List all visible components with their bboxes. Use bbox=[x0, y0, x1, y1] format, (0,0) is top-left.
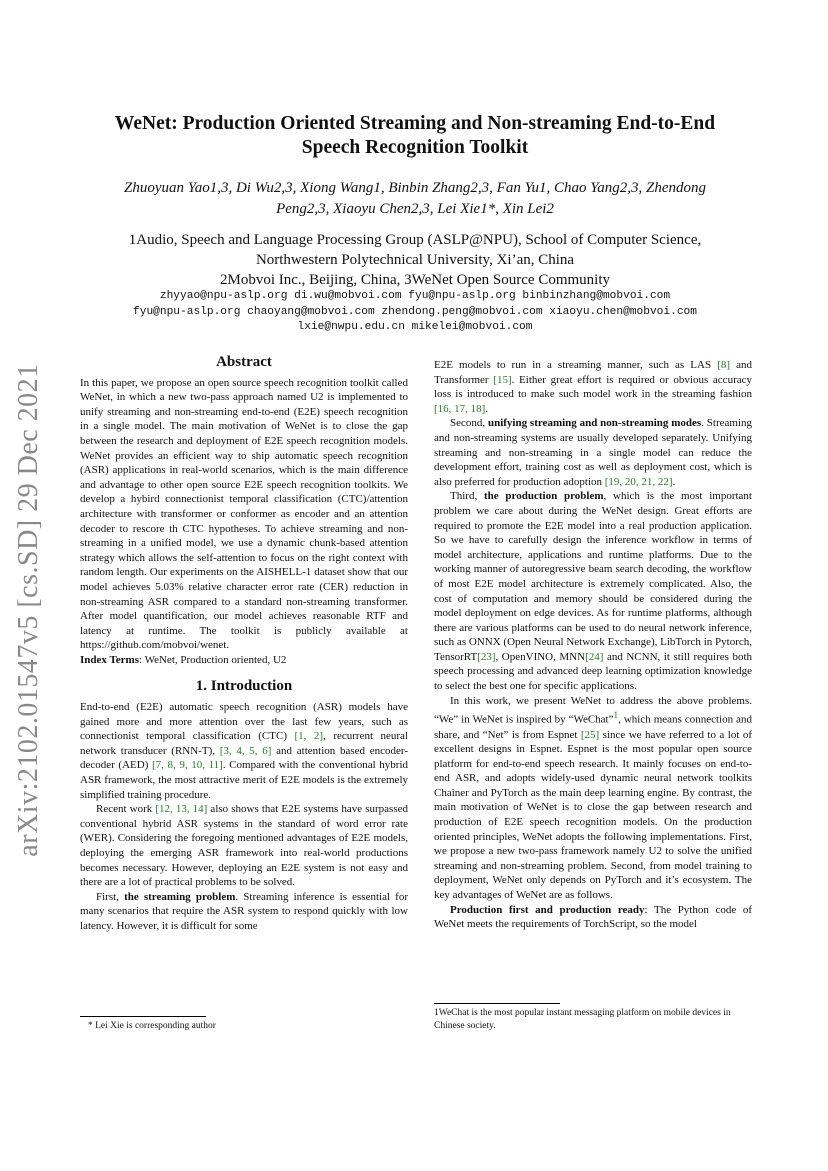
left-column bbox=[80, 355, 408, 934]
citation-link[interactable]: [15] bbox=[493, 373, 512, 386]
right-paragraph-1: E2E models to run in a streaming manner, such as LAS [8] and Transformer [15]. Either great effort is required or obvious accuracy loss is introduced to make such model work in the streaming fashion [16, 17, 18]. bbox=[434, 359, 752, 415]
intro-paragraph-1: End-to-end (E2E) automatic speech recognition (ASR) models have gained more and more attention over the last few years, such as connectionist temporal classification (CTC) [1, 2], recurrent neural network transducer (RNN-T), [3, 4, 5, 6] and attention based encoder-decoder (AED) [7, 8, 9, 10, 11]. Compared with the conventional hybrid ASR framework, the most attractive merit of E2E models is the extremely simplified training procedure. bbox=[80, 701, 409, 801]
email-line-1: zhyyao@npu-aslp.org di.wu@mobvoi.com fyu@npu-aslp.org binbinzhang@mobvoi.com bbox=[159, 290, 671, 302]
intro-paragraph-3: First, the streaming problem. Streaming inference is essential for many scenarios that require the ASR system to respond quickly with low latency. However, it is difficult for some bbox=[80, 890, 408, 932]
citation-link[interactable]: [25] bbox=[580, 728, 600, 741]
introduction-heading: 1. Introduction bbox=[195, 678, 293, 695]
right-paragraph-4: In this work, we present WeNet to address the above problems. “We” in WeNet is inspired by “WeChat”$^1$, which means connection and share, and “Net” is from Espnet [25] since we have referred to a lot of excellent designs in Espnet. Espnet is the most popular open source platform for end-to-end speech research. It mainly focuses on end-to-end ASR, and adopts widely-used dynamic neural network toolkits Chainer and PyTorch as the main deep learning engine. By contrast, the main motivation of WeNet is to close the gap between research and production of E2E speech recognition models. On the production oriented principles, WeNet adopts the following implementations. First, we propose a new two-pass framework namely U2 to solve the unified streaming and non-streaming problem. Second, from model training to deployment, WeNet only depends on PyTorch and it’s ecosystem. The key advantages of WeNet are as follows. bbox=[434, 694, 752, 902]
citation-link[interactable]: [7, 8, 9, 10, 11] bbox=[151, 759, 223, 772]
title-line-2: Speech Recognition Toolkit bbox=[301, 137, 529, 158]
author-list bbox=[90, 178, 740, 220]
authors-line-1: Zhuoyuan Yao1,3, Di Wu2,3, Xiong Wang1, Binbin Zhang2,3, Fan Yu1, Chao Yang2,3, Zhendong bbox=[123, 180, 707, 196]
arxiv-stamp: arXiv:2102.01547v5 [cs.SD] 29 Dec 2021 bbox=[13, 363, 44, 857]
email-line-2: fyu@npu-aslp.org chaoyang@mobvoi.com zhendong.peng@mobvoi.com xiaoyu.chen@mobvoi.com bbox=[133, 305, 697, 318]
right-paragraph-5: Production first and production ready: The Python code of WeNet meets the requirements of TorchScript, so the model bbox=[434, 903, 753, 931]
email-line-3: lxie@nwpu.edu.cn mikelei@mobvoi.com bbox=[297, 321, 533, 333]
index-terms-label: Index Terms bbox=[80, 653, 139, 666]
citation-link[interactable]: [12, 13, 14] bbox=[155, 803, 208, 816]
citation-link[interactable]: [23] bbox=[477, 650, 496, 663]
footnote-rule-left bbox=[80, 1016, 206, 1017]
abstract-heading: Abstract bbox=[216, 354, 272, 370]
citation-link[interactable]: [19, 20, 21, 22] bbox=[604, 475, 673, 488]
index-terms: Index Terms: WeNet, Production oriented, U2 bbox=[80, 653, 287, 666]
right-paragraph-3: Third, the production problem, which is the most important problem we care about during the WeNet design. Great efforts are required to promote the E2E model into a real production application. So we have to carefully design the inference workflow in terms of model architecture, applications and runtime platforms. Due to the working manner of autoregressive beam search decoding, the workflow of most E2E model architecture is extremely complicated. Also, the cost of computation and memory should be considered during the model deployment on edge devices. As for runtime platforms, although there are various platforms can be used to do neural network inference, such as ONNX (Open Neural Network Exchange), LibTorch in Pytorch, TensorRT[23], OpenVINO, MNN[24] and NCNN, it still requires both speech processing and advanced deep learning optimization knowledge to select the best one for specific applications. bbox=[434, 490, 752, 693]
abstract-text: In this paper, we propose an open source speech recognition toolkit called WeNet, in which a new two-pass approach named U2 is implemented to unify streaming and non-streaming end-to-end (E2E) speech recognition in a single model. The main motivation of WeNet is to close the gap between the research and deployment of E2E speech recognition models. WeNet provides an efficient way to ship automatic speech recognition (ASR) applications in real-world scenarios, which is the main difference and advantage to other open source E2E speech recognition toolkits. We develop a hybird connectionist temporal classification (CTC)/attention architecture with transformer or conformer as encoder and an attention decoder to rescore th CTC hypotheses. To achieve streaming and non-streaming in a unified model, we use a dynamic chunk-based attention strategy which allows the self-attention to focus on the right context with random length. Our experiments on the AISHELL-1 dataset show that our model achieves 5.03% relative character error rate (CER) reduction in non-streaming ASR compared to a standard non-streaming transformer. After model quantification, our model achieves reasonable RTF and latency at runtime. The toolkit is publicly available at https://github.com/mobvoi/wenet. bbox=[80, 376, 408, 652]
citation-link[interactable]: [3, 4, 5, 6] bbox=[219, 744, 272, 757]
right-paragraph-2: Second, unifying streaming and non-streaming modes. Streaming and non-streaming systems are usually developed separately. Unifying streaming and non-streaming in a single model can reduce the development effort, training cost as well as deployment cost, which is also preferred for production adoption [19, 20, 21, 22]. bbox=[434, 417, 752, 488]
intro-paragraph-2: Recent work [12, 13, 14] also shows that E2E systems have surpassed conventional hybrid ASR systems in the standard of word error rate (WER). Considering the foregoing mentioned advantages of E2E models, deploying the emerging ASR framework into real-world productions becomes necessary. However, deploying an E2E system is not easy and there are a lot of practical problems to be solved. bbox=[80, 803, 408, 889]
left-footnote: * Lei Xie is corresponding author bbox=[88, 1021, 216, 1031]
citation-link[interactable]: [8] bbox=[717, 359, 731, 371]
citation-link[interactable]: [16, 17, 18] bbox=[434, 402, 486, 415]
footnote-marker[interactable]: 1 bbox=[613, 710, 619, 721]
footnote-rule-right bbox=[434, 1003, 560, 1004]
email-list bbox=[80, 289, 750, 336]
paper-title bbox=[90, 112, 740, 160]
citation-link[interactable]: [24] bbox=[585, 650, 604, 663]
affiliation-line-2: Northwestern Polytechnical University, Xi’an, China bbox=[255, 252, 575, 268]
authors-line-2: Peng2,3, Xiaoyu Chen2,3, Lei Xie1*, Xin Lei2 bbox=[276, 201, 554, 217]
affiliation-line-1: 1Audio, Speech and Language Processing Group (ASLP@NPU), School of Computer Science, bbox=[128, 232, 702, 248]
affiliation-line-3: 2Mobvoi Inc., Beijing, China, 3WeNet Open Source Community bbox=[220, 272, 610, 288]
right-footnote: 1WeChat is the most popular instant messaging platform on mobile devices in Chinese society. bbox=[434, 1008, 731, 1031]
citation-link[interactable]: [1, 2] bbox=[294, 730, 324, 743]
title-line-1: WeNet: Production Oriented Streaming and Non-streaming End-to-End bbox=[114, 113, 716, 134]
right-column bbox=[434, 358, 752, 932]
affiliations bbox=[80, 230, 750, 290]
